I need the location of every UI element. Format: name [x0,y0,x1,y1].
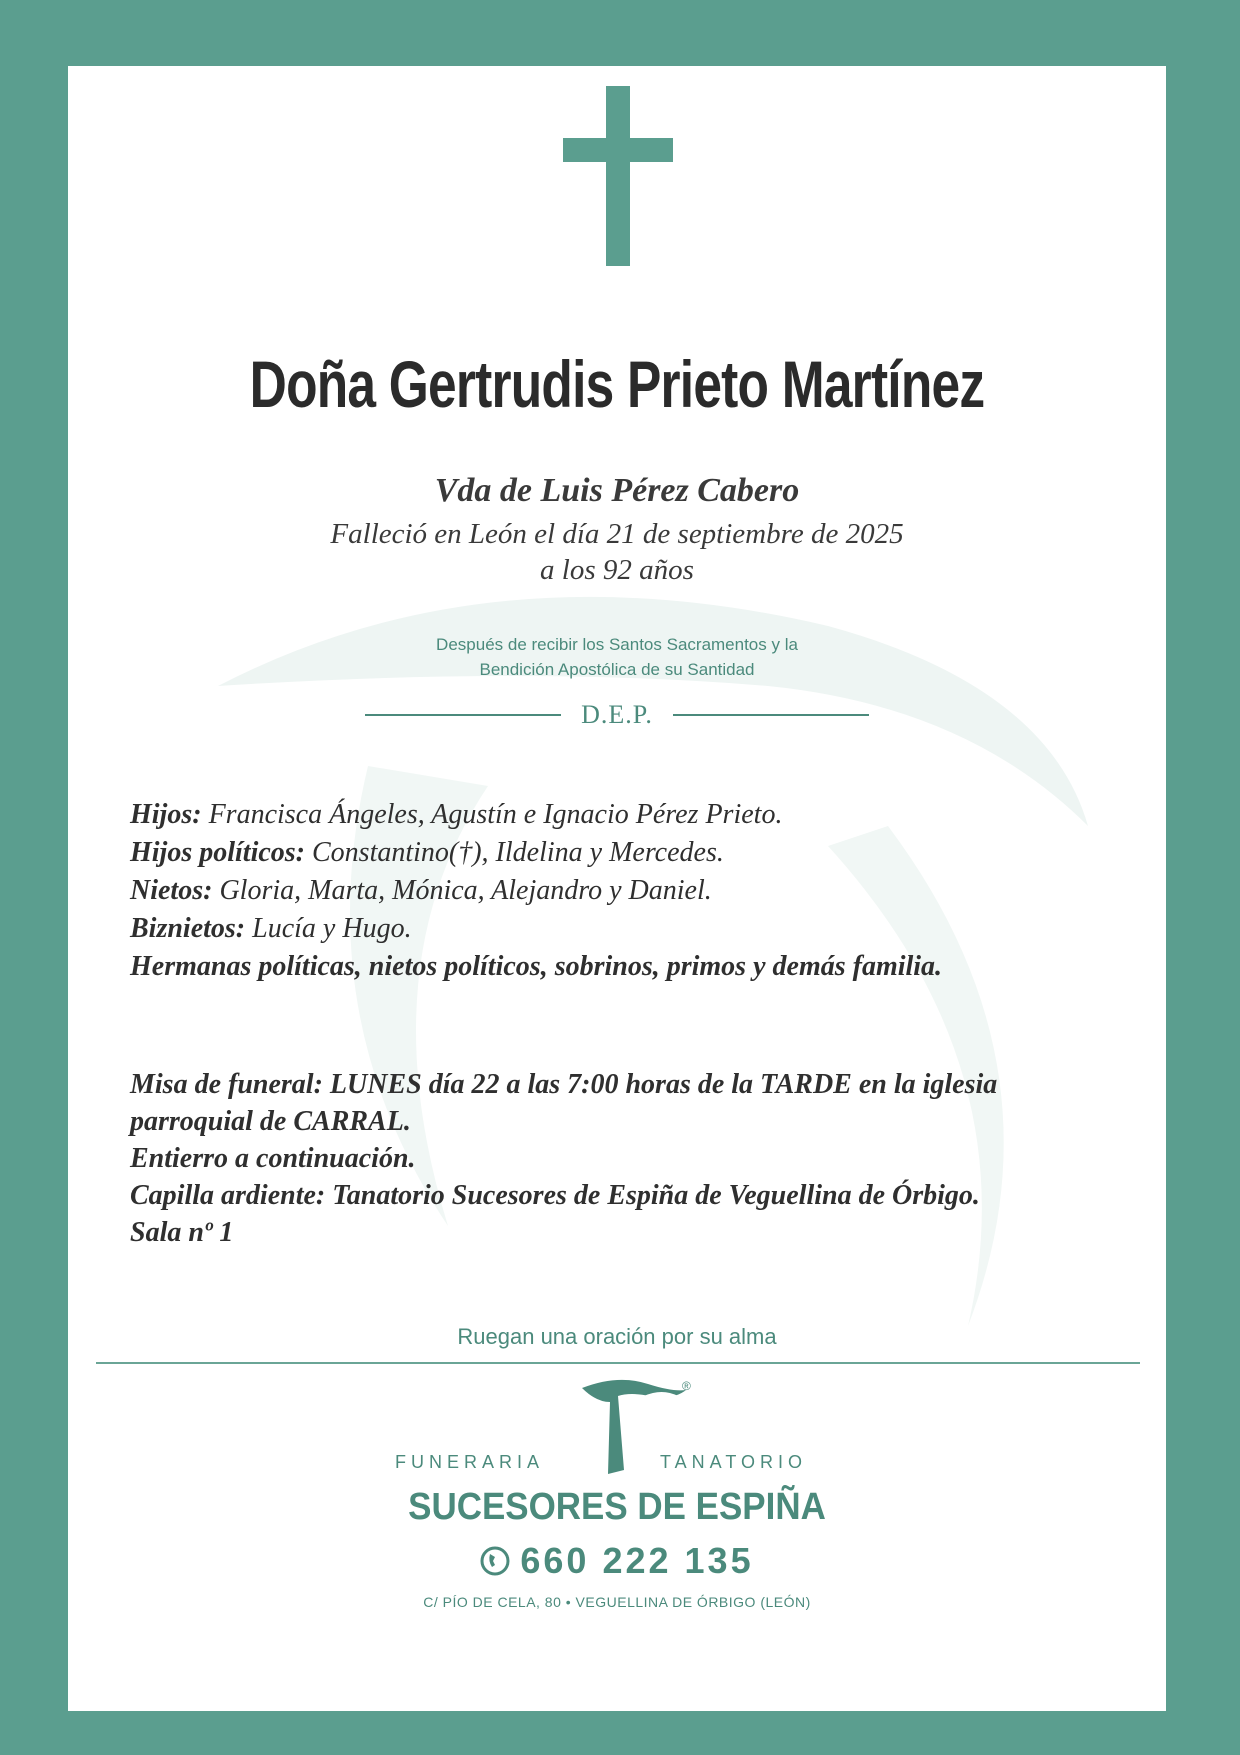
phone-icon [480,1546,510,1576]
cross-icon [563,86,673,266]
tanatorio-label: TANATORIO [660,1452,808,1472]
sacraments-text [68,632,1166,682]
prayer-request: Ruegan una oración por su alma [457,1324,777,1349]
chapel-line: Capilla ardiente: Tanatorio Sucesores de Espiña de Veguellina de Órbigo. [130,1180,980,1211]
funeraria-label: FUNERARIA [395,1452,545,1472]
burial-line: Entierro a continuación. [130,1143,416,1174]
registered-mark: ® [682,1379,691,1393]
death-line: Falleció en León el día 21 de septiembre de 2025 [330,518,904,550]
brand-name: SUCESORES DE ESPIÑA [408,1486,826,1528]
address: C/ PÍO DE CELA, 80 • VEGUELLINA DE ÓRBIGO (LEÓN) [423,1594,811,1610]
family-label: Hijos políticos: [130,837,305,868]
family-text: Lucía y Hugo. [245,913,412,944]
family-in-laws [130,834,942,872]
footer-divider [96,1362,1140,1364]
dep-row [68,700,1166,730]
family-great-grandchildren [130,910,942,948]
funeral-church-line: parroquial de CARRAL. [130,1106,411,1137]
phone-number: 660 222 135 [520,1540,754,1581]
dep-divider-left [365,714,561,716]
sacraments-line-2: Bendición Apostólica de su Santidad [479,660,755,679]
phone-row [68,1540,1166,1582]
family-label: Hermanas políticas, nietos políticos, sobrinos, primos y demás familia. [130,951,943,982]
family-label: Biznietos: [130,913,246,944]
family-children [130,796,942,834]
funeral-mass-line: Misa de funeral: LUNES día 22 a las 7:00 horas de la TARDE en la iglesia [130,1069,998,1100]
funeral-details [130,1066,997,1251]
room-line: Sala nº 1 [130,1217,234,1248]
dep-divider-right [673,714,869,716]
family-grandchildren [130,872,942,910]
sacraments-line-1: Después de recibir los Santos Sacramentos y la [436,635,798,654]
family-label: Hijos: [130,799,202,830]
family-label: Nietos: [130,875,213,906]
family-text: Gloria, Marta, Mónica, Alejandro y Daniel. [212,875,712,906]
family-text: Constantino(†), Ildelina y Mercedes. [305,837,724,868]
dep-text: D.E.P. [581,700,653,729]
family-list [130,796,942,986]
obituary-sheet [68,66,1166,1711]
widow-of: Vda de Luis Pérez Cabero [434,472,800,509]
family-others [130,948,942,986]
deceased-name: Doña Gertrudis Prieto Martínez [249,347,985,421]
family-text: Francisca Ángeles, Agustín e Ignacio Pérez Prieto. [201,799,783,830]
age-line: a los 92 años [540,554,694,586]
